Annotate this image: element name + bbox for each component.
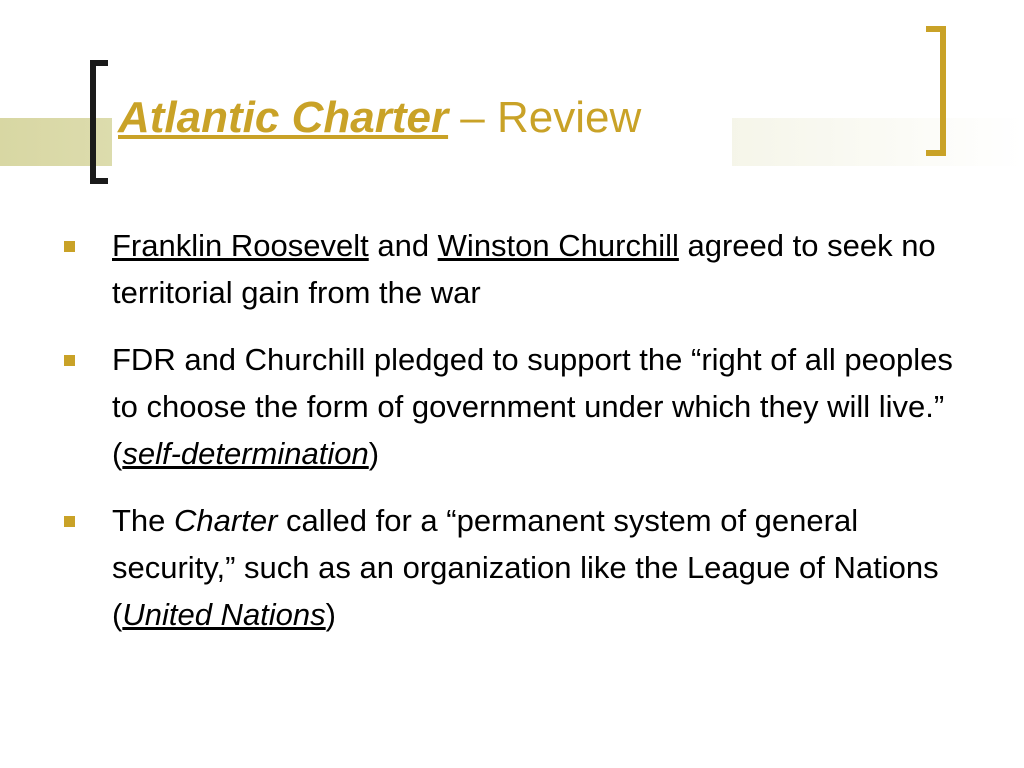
bullet-text: and — [368, 228, 438, 263]
term-united-nations: United Nations — [122, 597, 326, 632]
bullet-text: called for a “permanent system of general security,” such as an organization like the League of Nations ( — [112, 503, 939, 632]
bullet-text: FDR and Churchill pledged to support the “right of all peoples to choose the form of government under which they will live.” ( — [112, 342, 953, 471]
left-bracket-decoration — [90, 60, 108, 184]
bullet-item-united-nations — [62, 497, 962, 638]
bullet-item-self-determination — [62, 336, 962, 477]
term-charter: Charter — [174, 503, 278, 538]
link-franklin-roosevelt: Franklin Roosevelt — [112, 228, 369, 263]
title-emphasis: Atlantic Charter — [118, 93, 449, 142]
bullet-text: ) — [368, 436, 380, 471]
bullet-text: ) — [325, 597, 336, 632]
bullet-square-icon — [64, 241, 75, 252]
term-self-determination: self-determination — [122, 436, 369, 471]
bullet-text: The — [112, 503, 175, 538]
bullet-list — [62, 222, 962, 658]
title-rest: – Review — [448, 93, 642, 142]
bullet-square-icon — [64, 355, 75, 366]
link-winston-churchill: Winston Churchill — [437, 228, 679, 263]
bullet-item-roosevelt-churchill — [62, 222, 962, 316]
bullet-text: agreed to seek no territorial gain from the war — [112, 228, 936, 310]
bullet-square-icon — [64, 516, 75, 527]
right-bracket-decoration — [926, 26, 946, 156]
slide-title — [118, 90, 641, 146]
